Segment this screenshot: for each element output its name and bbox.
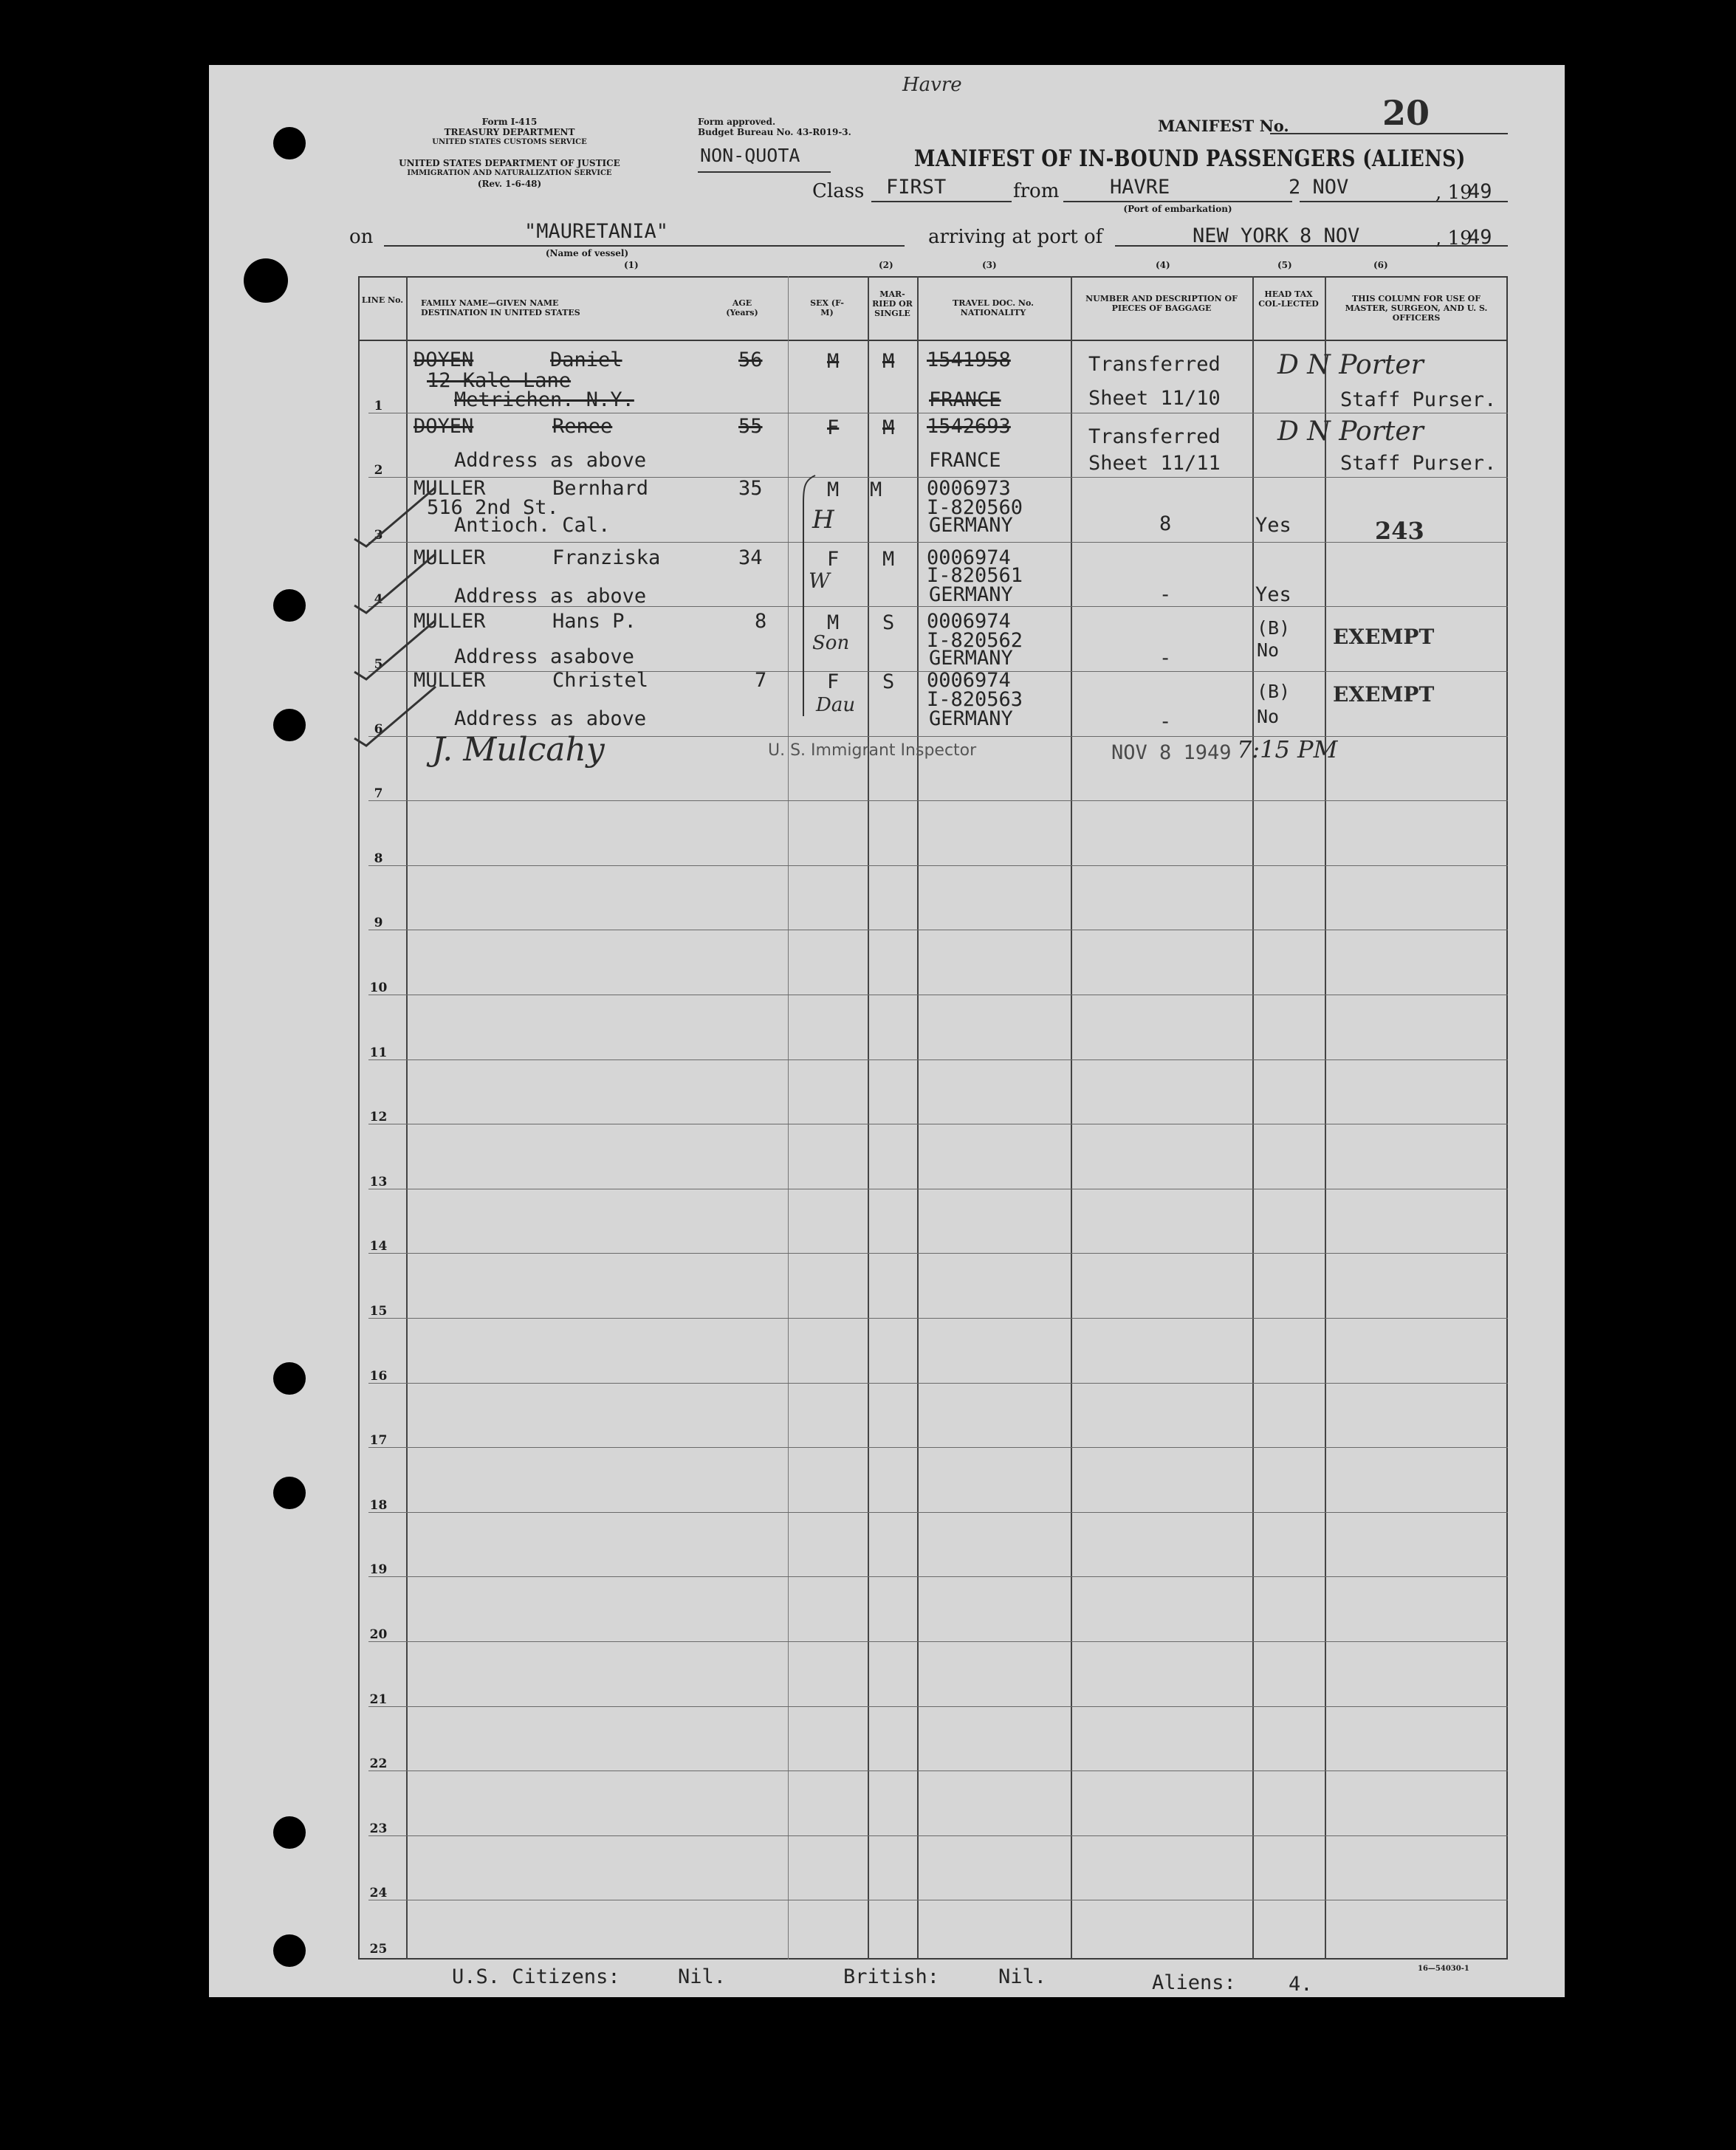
binder-hole xyxy=(273,1934,306,1967)
arrival-date: 8 NOV xyxy=(1300,224,1360,247)
from-value: HAVRE xyxy=(1110,176,1170,199)
class-underline xyxy=(871,201,1012,202)
officer-note: EXEMPT xyxy=(1333,625,1435,649)
officer-note: 243 xyxy=(1375,517,1424,545)
british-label: British: xyxy=(843,1965,940,1988)
binder-hole xyxy=(244,258,288,303)
line-number: 4 xyxy=(374,592,383,607)
baggage-count: - xyxy=(1159,583,1172,606)
marital-status: M xyxy=(882,416,895,439)
relation-mark: Dau xyxy=(816,694,856,716)
line-number: 20 xyxy=(369,1627,388,1642)
from-underline xyxy=(1063,201,1292,202)
sex: F xyxy=(827,670,840,693)
row-rule xyxy=(368,1383,1508,1384)
address-line: Address as above xyxy=(454,707,647,730)
officer-signature: D N Porter xyxy=(1277,416,1424,447)
travel-doc-number: I-820560 xyxy=(927,496,1023,519)
travel-doc-number: 0006974 xyxy=(927,610,1011,633)
travel-doc-number: I-820562 xyxy=(927,629,1023,652)
header-baggage: NUMBER AND DESCRIPTION OF PIECES OF BAGGAGE xyxy=(1085,294,1238,313)
address-line: Address as above xyxy=(454,449,647,472)
age: 34 xyxy=(738,546,763,569)
dept-treasury-sub: UNITED STATES CUSTOMS SERVICE xyxy=(432,138,587,146)
line-number: 23 xyxy=(369,1821,388,1836)
line-number: 10 xyxy=(369,980,388,995)
form-approved: Form approved. xyxy=(698,117,776,127)
sex: M xyxy=(827,478,840,501)
head-tax-status: Yes xyxy=(1255,514,1291,537)
head-tax-status: Yes xyxy=(1255,583,1291,606)
port-underline xyxy=(1115,245,1508,247)
header-sex: SEX (F-M) xyxy=(810,298,844,317)
manifest-no-underline xyxy=(1270,133,1508,134)
manifest-no-label: MANIFEST No. xyxy=(1158,117,1289,135)
header-married: MAR-RIED OR SINGLE xyxy=(872,289,913,318)
us-citizens-label: U.S. Citizens: xyxy=(452,1965,620,1988)
arrive-year-prefix: , 19 xyxy=(1435,227,1472,250)
officer-note: EXEMPT xyxy=(1333,682,1435,707)
quota-underline xyxy=(698,171,831,173)
col-number-6: (6) xyxy=(1373,260,1388,270)
line-number: 1 xyxy=(374,399,383,413)
row-rule xyxy=(368,542,1508,543)
baggage-count: - xyxy=(1159,710,1172,733)
col-number-5: (5) xyxy=(1277,260,1292,270)
col-number-4: (4) xyxy=(1156,260,1170,270)
family-name: MULLER xyxy=(414,610,486,633)
dept-justice: UNITED STATES DEPARTMENT OF JUSTICE xyxy=(399,158,620,168)
header-name-destination: FAMILY NAME—GIVEN NAME DESTINATION IN UNITED STATES xyxy=(421,298,580,317)
address-line: Address asabove xyxy=(454,645,634,668)
row-rule xyxy=(368,865,1508,866)
header-bottom-rule xyxy=(358,340,1508,341)
sex: M xyxy=(827,611,840,634)
header-line-no: LINE No. xyxy=(361,295,404,305)
line-number: 9 xyxy=(374,916,383,930)
vessel-caption: (Name of vessel) xyxy=(545,248,629,258)
relation-mark: H xyxy=(812,505,834,535)
line-number: 5 xyxy=(374,657,383,672)
line-number: 11 xyxy=(369,1045,388,1060)
printer-code: 16—54030-1 xyxy=(1418,1965,1469,1973)
line-number: 6 xyxy=(374,722,383,737)
vessel-underline xyxy=(384,245,905,247)
baggage-note: Sheet 11/11 xyxy=(1088,452,1221,475)
given-name: Bernhard xyxy=(552,477,649,500)
budget-bureau: Budget Bureau No. 43-R019-3. xyxy=(698,127,851,137)
row-rule xyxy=(368,800,1508,801)
address-line: Antioch. Cal. xyxy=(454,514,611,537)
line-number: 19 xyxy=(369,1562,388,1577)
inspection-date: NOV 8 1949 xyxy=(1111,741,1232,764)
relation-mark: Son xyxy=(812,632,850,654)
binder-hole xyxy=(273,589,306,622)
dept-justice-sub: IMMIGRATION AND NATURALIZATION SERVICE xyxy=(407,169,612,177)
header-travel-doc: TRAVEL DOC. No. NATIONALITY xyxy=(953,298,1034,317)
aliens-count: 4. xyxy=(1289,1973,1313,1996)
col-sep-name xyxy=(788,276,789,1960)
nationality: GERMANY xyxy=(929,514,1013,537)
line-number: 14 xyxy=(369,1239,388,1254)
line-number: 24 xyxy=(369,1886,388,1900)
binder-hole xyxy=(273,1477,306,1509)
family-name: DOYEN xyxy=(414,348,474,371)
address-line: Metrichen. N.Y. xyxy=(454,388,634,411)
nationality: FRANCE xyxy=(929,388,1001,411)
line-number: 8 xyxy=(374,851,383,866)
depart-year-prefix: , 19 xyxy=(1435,182,1472,204)
travel-doc-number: I-820561 xyxy=(927,564,1023,587)
marital-status: S xyxy=(882,670,895,693)
line-number: 12 xyxy=(369,1110,388,1124)
nationality: GERMANY xyxy=(929,647,1013,670)
on-label: on xyxy=(349,226,374,248)
family-bracket xyxy=(797,473,820,724)
line-number: 18 xyxy=(369,1498,388,1513)
row-rule xyxy=(368,1059,1508,1060)
baggage-count: - xyxy=(1159,647,1172,670)
officer-note: Staff Purser. xyxy=(1340,388,1497,411)
quota-status: NON-QUOTA xyxy=(700,145,800,166)
sex: M xyxy=(827,350,840,373)
baggage-note: Transferred xyxy=(1088,425,1221,448)
us-citizens-count: Nil. xyxy=(678,1965,727,1988)
from-label: from xyxy=(1013,180,1060,202)
age: 35 xyxy=(738,477,763,500)
line-number: 2 xyxy=(374,463,383,478)
officer-note: Staff Purser. xyxy=(1340,452,1497,475)
depart-underline xyxy=(1300,201,1508,202)
travel-doc-number: 1541958 xyxy=(927,348,1011,371)
col-sep-baggage xyxy=(1252,276,1254,1960)
header-age: AGE (Years) xyxy=(726,298,758,317)
row-rule xyxy=(368,1576,1508,1577)
corner-note: Havre xyxy=(902,74,962,96)
family-name: MULLER xyxy=(414,669,486,692)
col-number-1: (1) xyxy=(624,260,639,270)
binder-hole xyxy=(273,709,306,741)
sex: F xyxy=(827,416,840,439)
marital-status: M xyxy=(870,478,882,501)
age: 56 xyxy=(738,348,763,371)
british-count: Nil. xyxy=(998,1965,1047,1988)
given-name: Renee xyxy=(552,415,613,438)
binder-hole xyxy=(273,1362,306,1395)
header-head-tax: HEAD TAX COL-LECTED xyxy=(1258,289,1319,309)
officer-signature: D N Porter xyxy=(1277,350,1424,380)
row-rule xyxy=(368,1318,1508,1319)
embark-caption: (Port of embarkation) xyxy=(1123,204,1232,214)
baggage-note: Sheet 11/10 xyxy=(1088,387,1221,410)
sex: F xyxy=(827,548,840,571)
line-number: 25 xyxy=(369,1942,388,1957)
row-rule xyxy=(368,1641,1508,1642)
travel-doc-number: 0006974 xyxy=(927,669,1011,692)
class-value: FIRST xyxy=(886,176,947,199)
marital-status: M xyxy=(882,548,895,571)
depart-date: 2 NOV xyxy=(1289,176,1349,199)
depart-year: 49 xyxy=(1468,180,1492,203)
nationality: GERMANY xyxy=(929,583,1013,606)
col-sep-tax xyxy=(1325,276,1326,1960)
manifest-title: MANIFEST OF IN-BOUND PASSENGERS (ALIENS) xyxy=(914,145,1466,172)
row-rule xyxy=(368,1512,1508,1513)
marital-status: S xyxy=(882,611,895,634)
line-number: 21 xyxy=(369,1692,388,1707)
form-revision: (Rev. 1-6-48) xyxy=(477,179,542,189)
travel-doc-number: 0006974 xyxy=(927,546,1011,569)
line-number: 16 xyxy=(369,1369,388,1384)
nationality: FRANCE xyxy=(929,449,1001,472)
address-line: Address as above xyxy=(454,585,647,608)
col-sep-age xyxy=(868,276,869,1960)
age: 7 xyxy=(755,669,767,692)
given-name: Franziska xyxy=(552,546,661,569)
row-rule xyxy=(368,1447,1508,1448)
arrive-year: 49 xyxy=(1468,226,1492,249)
given-name: Christel xyxy=(552,669,649,692)
row-rule xyxy=(368,1835,1508,1836)
col-sep-married xyxy=(917,276,919,1960)
line-number: 15 xyxy=(369,1304,388,1319)
head-tax-status: (B) No xyxy=(1257,617,1291,661)
binder-hole xyxy=(273,1816,306,1849)
aliens-label: Aliens: xyxy=(1152,1971,1236,1994)
arriving-label: arriving at port of xyxy=(928,226,1103,248)
nationality: GERMANY xyxy=(929,707,1013,730)
relation-mark: W xyxy=(809,569,830,593)
inspector-title: U. S. Immigrant Inspector xyxy=(768,741,977,760)
travel-doc-number: 0006973 xyxy=(927,477,1011,500)
line-number: 13 xyxy=(369,1175,388,1189)
given-name: Hans P. xyxy=(552,610,637,633)
line-number: 17 xyxy=(369,1433,388,1448)
col-number-2: (2) xyxy=(879,260,893,270)
header-officers: THIS COLUMN FOR USE OF MASTER, SURGEON, AND U. S. OFFICERS xyxy=(1345,294,1488,323)
address-line: 12 Kale Lane xyxy=(427,369,572,392)
given-name: Daniel xyxy=(550,348,622,371)
age: 55 xyxy=(738,415,763,438)
row-rule xyxy=(368,1253,1508,1254)
line-number: 3 xyxy=(374,528,383,543)
baggage-count: 8 xyxy=(1159,512,1172,535)
col-number-3: (3) xyxy=(982,260,997,270)
line-number: 22 xyxy=(369,1756,388,1771)
family-name: MULLER xyxy=(414,546,486,569)
line-number: 7 xyxy=(374,786,383,801)
baggage-note: Transferred xyxy=(1088,353,1221,376)
form-id: Form I-415 xyxy=(481,117,538,127)
class-label: Class xyxy=(812,180,865,202)
binder-hole xyxy=(273,127,306,159)
inspector-signature: J. Mulcahy xyxy=(432,731,605,769)
marital-status: M xyxy=(882,350,895,373)
age: 8 xyxy=(755,610,767,633)
address-line: 516 2nd St. xyxy=(427,496,559,519)
head-tax-status: (B) No xyxy=(1257,681,1291,727)
manifest-no: 20 xyxy=(1382,93,1430,133)
travel-doc-number: 1542693 xyxy=(927,415,1011,438)
family-name: MULLER xyxy=(414,477,486,500)
row-rule xyxy=(368,1706,1508,1707)
inspection-time: 7:15 PM xyxy=(1237,735,1338,763)
vessel-name: "MAURETANIA" xyxy=(524,220,669,243)
arrival-port: NEW YORK xyxy=(1193,224,1289,247)
dept-treasury: TREASURY DEPARTMENT xyxy=(444,127,575,137)
col-sep-doc xyxy=(1071,276,1072,1960)
check-marks xyxy=(347,473,450,768)
travel-doc-number: I-820563 xyxy=(927,688,1023,711)
family-name: DOYEN xyxy=(414,415,474,438)
